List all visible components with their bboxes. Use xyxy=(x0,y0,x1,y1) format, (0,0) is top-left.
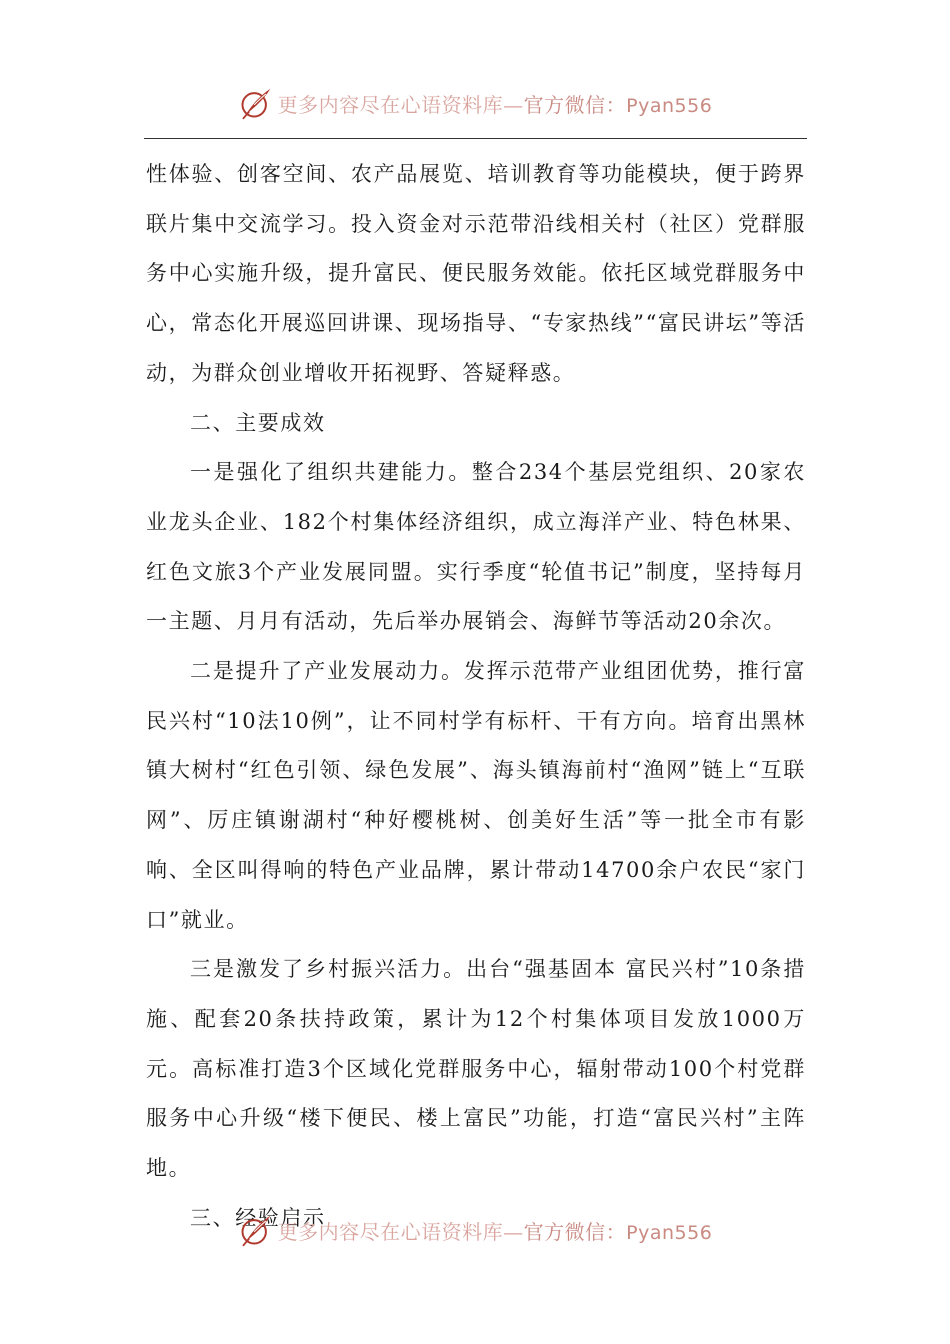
wechat-label: 官方微信： xyxy=(523,1219,627,1244)
section-heading-experience: 三、经验启示 xyxy=(190,1205,326,1230)
document-body xyxy=(146,150,806,1243)
header-rule xyxy=(144,138,807,139)
brand-name: 更多内容尽在心语资料库 xyxy=(277,92,504,117)
paragraph-industry: 二是提升了产业发展动力。发挥示范带产业组团优势，推行富民兴村“10法10例”，让不同村学有标杆、干有方向。培育出黑林镇大树村“红色引领、绿色发展”、海头镇海前村“渔网”链上“互联网”、厉庄镇谢湖村“种好樱桃树、创美好生活”等一批全市有影响、全区叫得响的特色产业品牌，累计带动14700余户农民“家门口”就业。 xyxy=(146,659,806,932)
wechat-id: Pyan556 xyxy=(626,1221,713,1244)
wechat-id: Pyan556 xyxy=(626,94,713,117)
paragraph-organization: 一是强化了组织共建能力。整合234个基层党组织、20家农业龙头企业、182个村集体经济组织，成立海洋产业、特色林果、红色文旅3个产业发展同盟。实行季度“轮值书记”制度，坚持每月一主题、月月有活动，先后举办展销会、海鲜节等活动20余次。 xyxy=(146,460,806,634)
banner-separator: — xyxy=(503,1219,524,1244)
wechat-label: 官方微信： xyxy=(523,92,627,117)
section-heading-main-results: 二、主要成效 xyxy=(190,410,326,435)
banner-separator: — xyxy=(503,92,524,117)
brand-name: 更多内容尽在心语资料库 xyxy=(277,1219,504,1244)
footer-banner xyxy=(0,1210,950,1250)
paragraph-continued: 性体验、创客空间、农产品展览、培训教育等功能模块，便于跨界联片集中交流学习。投入资金对示范带沿线相关村（社区）党群服务中心实施升级，提升富民、便民服务效能。依托区域党群服务中心，常态化开展巡回讲课、现场指导、“专家热线”“富民讲坛”等活动，为群众创业增收开拓视野、答疑释惑。 xyxy=(146,162,806,385)
banner-text xyxy=(278,1216,713,1245)
quill-pen-logo-icon xyxy=(238,1212,274,1248)
quill-pen-logo-icon xyxy=(238,85,274,121)
banner-text xyxy=(278,89,713,118)
paragraph-rural-revitalization: 三是激发了乡村振兴活力。出台“强基固本 富民兴村”10条措施、配套20条扶持政策，累计为12个村集体项目发放1000万元。高标准打造3个区域化党群服务中心，辐射带动100个村党群服务中心升级“楼下便民、楼上富民”功能，打造“富民兴村”主阵地。 xyxy=(146,957,806,1181)
header-banner xyxy=(0,83,950,123)
